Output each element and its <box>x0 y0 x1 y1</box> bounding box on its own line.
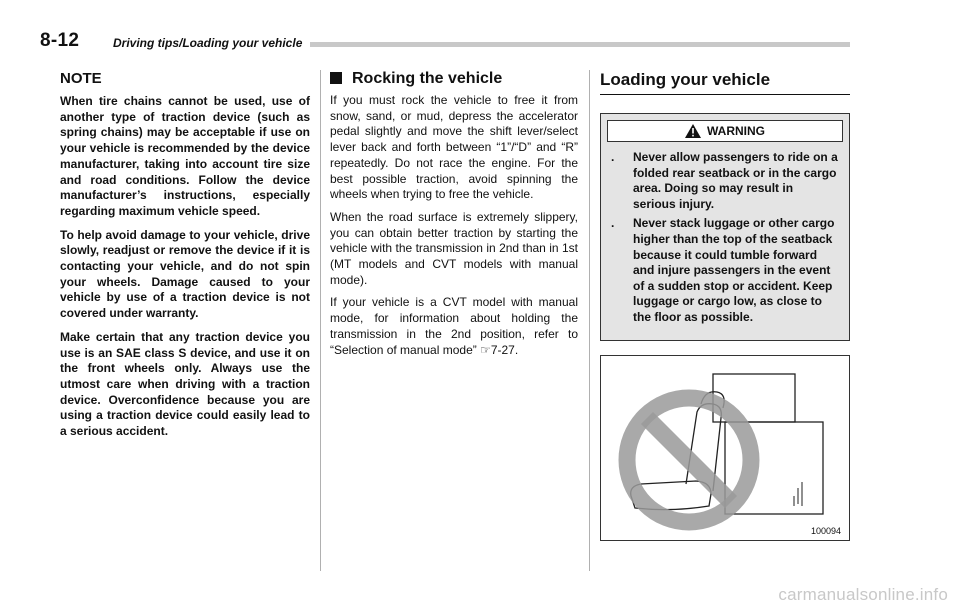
note-title: NOTE <box>60 70 102 87</box>
page-number: 8-12 <box>40 30 80 51</box>
warning-item <box>611 150 839 212</box>
square-bullet-icon <box>330 72 342 84</box>
watermark: carmanualsonline.info <box>778 585 948 604</box>
warning-text: Never allow passengers to ride on a folded rear seatback or in the cargo area. Doing so may result in serious injury. <box>633 150 838 211</box>
loading-column <box>600 70 850 541</box>
loading-title: Loading your vehicle <box>600 70 850 95</box>
section-title: Driving tips/Loading your vehicle <box>113 36 303 50</box>
rocking-heading <box>330 70 578 88</box>
header-rule <box>310 42 850 47</box>
note-paragraph: When tire chains cannot be used, use of another type of traction device (such as spring chains) may be acceptable if use on your vehicle is recommended by the device manufacturer, taking into account tire size and road conditions. Follow the device manufacturer’s instructions, especially regarding maximum vehicle speed. <box>60 94 310 218</box>
rocking-title: Rocking the vehicle <box>352 70 503 87</box>
note-paragraph: To help avoid damage to your vehicle, drive slowly, readjust or remove the device if it is contacting your vehicle, and do not spin your wheels. Damage caused to your vehicle by use of a traction device is not covered under warranty. <box>60 227 310 321</box>
note-column <box>60 70 310 448</box>
rocking-paragraph: If you must rock the vehicle to free it from snow, sand, or mud, depress the accelerator pedal slightly and move the shift lever/select lever back and forth between “1”/“D” and “R” repeatedly. Do not race the engine. For the best possible traction, avoid spinning the wheels when trying to free the vehicle. <box>330 93 578 202</box>
note-paragraph: Make certain that any traction device you use is an SAE class S device, and use it on the front wheels only. Always use the utmost care when driving with a traction device. Overconfidence because you are using a traction device could easily lead to a serious accident. <box>60 329 310 439</box>
warning-triangle-icon <box>685 124 701 138</box>
page-header <box>40 30 850 52</box>
no-cargo-stacking-illustration <box>601 356 849 540</box>
bullet-icon: . <box>611 150 615 164</box>
figure-code: 100094 <box>810 525 841 536</box>
warning-item <box>611 216 839 325</box>
column-divider <box>320 70 321 571</box>
rocking-column <box>330 70 578 365</box>
rocking-paragraph: When the road surface is extremely slippery, you can obtain better traction by starting the vehicle with the transmission in 2nd than in 1st (MT models and CVT models with manual mode). <box>330 209 578 287</box>
warning-text: Never stack luggage or other cargo higher than the top of the seatback because it could tumble forward and injure passengers in the event of a sudden stop or accident. Keep luggage or cargo low, as close to the floor as possible. <box>633 216 835 324</box>
rocking-paragraph: If your vehicle is a CVT model with manual mode, for information about holding the transmission in the 2nd position, refer to “Selection of manual mode” ☞7-27. <box>330 295 578 357</box>
column-divider <box>589 70 590 571</box>
bullet-icon: . <box>611 216 615 231</box>
loading-illustration <box>600 355 850 541</box>
warning-header <box>607 120 843 142</box>
warning-label: WARNING <box>707 124 765 138</box>
warning-box <box>600 113 850 341</box>
